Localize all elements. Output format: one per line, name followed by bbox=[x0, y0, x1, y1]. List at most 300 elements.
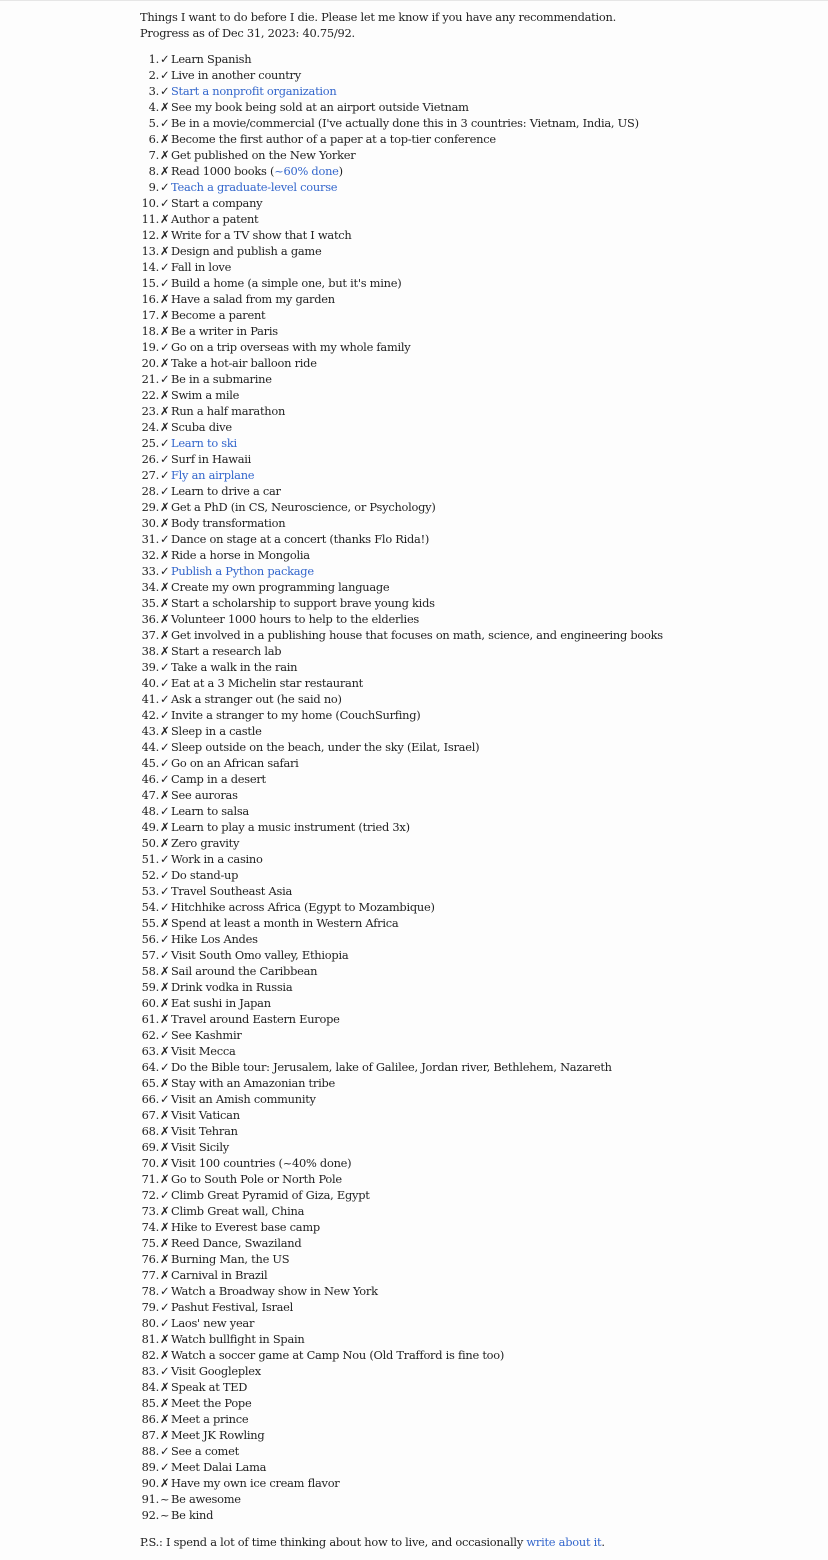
item-number: 13. bbox=[141, 244, 159, 258]
check-icon: ✓ bbox=[160, 1188, 170, 1202]
item-number: 72. bbox=[141, 1188, 159, 1202]
cross-icon: ✗ bbox=[160, 820, 170, 834]
list-item bbox=[140, 339, 820, 355]
list-item bbox=[140, 915, 820, 931]
item-number: 29. bbox=[141, 500, 159, 514]
item-number: 24. bbox=[141, 420, 159, 434]
list-item bbox=[140, 499, 820, 515]
check-icon: ✓ bbox=[160, 180, 170, 194]
list-item bbox=[140, 1491, 820, 1507]
list-item bbox=[140, 259, 820, 275]
list-item bbox=[140, 739, 820, 755]
item-number: 83. bbox=[141, 1364, 159, 1378]
cross-icon: ✗ bbox=[160, 100, 170, 114]
item-number: 57. bbox=[141, 948, 159, 962]
list-item bbox=[140, 563, 820, 579]
check-icon: ✓ bbox=[160, 740, 170, 754]
item-text: Zero gravity bbox=[171, 836, 240, 850]
check-icon: ✓ bbox=[160, 532, 170, 546]
item-text: Learn to play a music instrument (tried 3x) bbox=[171, 820, 410, 834]
cross-icon: ✗ bbox=[160, 980, 170, 994]
list-item bbox=[140, 195, 820, 211]
list-item bbox=[140, 1363, 820, 1379]
cross-icon: ✗ bbox=[160, 1172, 170, 1186]
item-number: 14. bbox=[141, 260, 159, 274]
item-text: Eat sushi in Japan bbox=[171, 996, 271, 1010]
item-number: 47. bbox=[141, 788, 159, 802]
list-item bbox=[140, 1107, 820, 1123]
item-text: Speak at TED bbox=[171, 1380, 248, 1394]
item-text: Have my own ice cream flavor bbox=[171, 1476, 340, 1490]
check-icon: ✓ bbox=[160, 276, 170, 290]
item-number: 90. bbox=[141, 1476, 159, 1490]
list-item bbox=[140, 1091, 820, 1107]
check-icon: ✓ bbox=[160, 804, 170, 818]
list-item bbox=[140, 1395, 820, 1411]
cross-icon: ✗ bbox=[160, 1332, 170, 1346]
item-number: 45. bbox=[141, 756, 159, 770]
check-icon: ✓ bbox=[160, 692, 170, 706]
item-number: 30. bbox=[141, 516, 159, 530]
item-number: 81. bbox=[141, 1332, 159, 1346]
item-number: 39. bbox=[141, 660, 159, 674]
check-icon: ✓ bbox=[160, 340, 170, 354]
list-item bbox=[140, 227, 820, 243]
item-number: 3. bbox=[148, 84, 159, 98]
list-item bbox=[140, 1011, 820, 1027]
list-item bbox=[140, 1299, 820, 1315]
item-text: Drink vodka in Russia bbox=[171, 980, 293, 994]
item-number: 49. bbox=[141, 820, 159, 834]
item-number: 43. bbox=[141, 724, 159, 738]
list-item bbox=[140, 547, 820, 563]
item-text: Visit Mecca bbox=[171, 1044, 236, 1058]
list-item bbox=[140, 1155, 820, 1171]
check-icon: ✓ bbox=[160, 452, 170, 466]
top-border bbox=[0, 0, 828, 1]
item-text: Become a parent bbox=[171, 308, 266, 322]
intro-line-1: Things I want to do before I die. Please let me know if you have any recommendation. bbox=[140, 10, 616, 24]
cross-icon: ✗ bbox=[160, 788, 170, 802]
item-number: 73. bbox=[141, 1204, 159, 1218]
list-item bbox=[140, 1075, 820, 1091]
item-text: Visit Tehran bbox=[171, 1124, 238, 1138]
check-icon: ✓ bbox=[160, 676, 170, 690]
item-number: 6. bbox=[148, 132, 159, 146]
list-item bbox=[140, 835, 820, 851]
cross-icon: ✗ bbox=[160, 1428, 170, 1442]
item-number: 19. bbox=[141, 340, 159, 354]
item-number: 75. bbox=[141, 1236, 159, 1250]
item-text: Work in a casino bbox=[171, 852, 263, 866]
item-number: 55. bbox=[141, 916, 159, 930]
cross-icon: ✗ bbox=[160, 628, 170, 642]
check-icon: ✓ bbox=[160, 1444, 170, 1458]
item-number: 70. bbox=[141, 1156, 159, 1170]
list-item bbox=[140, 419, 820, 435]
cross-icon: ✗ bbox=[160, 1140, 170, 1154]
check-icon: ✓ bbox=[160, 756, 170, 770]
item-number: 50. bbox=[141, 836, 159, 850]
item-number: 20. bbox=[141, 356, 159, 370]
cross-icon: ✗ bbox=[160, 548, 170, 562]
item-number: 11. bbox=[141, 212, 159, 226]
list-item bbox=[140, 131, 820, 147]
item-number: 33. bbox=[141, 564, 159, 578]
check-icon: ✓ bbox=[160, 84, 170, 98]
item-text: Meet a prince bbox=[171, 1412, 249, 1426]
cross-icon: ✗ bbox=[160, 324, 170, 338]
item-text: Carnival in Brazil bbox=[171, 1268, 268, 1282]
check-icon: ✓ bbox=[160, 1092, 170, 1106]
item-number: 2. bbox=[148, 68, 159, 82]
list-item bbox=[140, 723, 820, 739]
item-number: 27. bbox=[141, 468, 159, 482]
check-icon: ✓ bbox=[160, 260, 170, 274]
list-item bbox=[140, 1331, 820, 1347]
item-text: Hike to Everest base camp bbox=[171, 1220, 320, 1234]
cross-icon: ✗ bbox=[160, 836, 170, 850]
item-text: Visit South Omo valley, Ethiopia bbox=[171, 948, 349, 962]
item-text: Hitchhike across Africa (Egypt to Mozambique) bbox=[171, 900, 435, 914]
item-number: 38. bbox=[141, 644, 159, 658]
page-content bbox=[140, 9, 820, 1550]
item-text: Swim a mile bbox=[171, 388, 240, 402]
item-number: 17. bbox=[141, 308, 159, 322]
item-text: Start a company bbox=[171, 196, 263, 210]
list-item bbox=[140, 163, 820, 179]
check-icon: ✓ bbox=[160, 900, 170, 914]
item-text: Create my own programming language bbox=[171, 580, 390, 594]
cross-icon: ✗ bbox=[160, 1124, 170, 1138]
item-text: Surf in Hawaii bbox=[171, 452, 252, 466]
item-text: See Kashmir bbox=[171, 1028, 242, 1042]
cross-icon: ✗ bbox=[160, 580, 170, 594]
list-item bbox=[140, 995, 820, 1011]
check-icon: ✓ bbox=[160, 660, 170, 674]
list-item bbox=[140, 515, 820, 531]
item-number: 77. bbox=[141, 1268, 159, 1282]
list-item bbox=[140, 819, 820, 835]
list-item bbox=[140, 99, 820, 115]
list-item bbox=[140, 659, 820, 675]
item-text: Do the Bible tour: Jerusalem, lake of Galilee, Jordan river, Bethlehem, Nazareth bbox=[171, 1060, 612, 1074]
cross-icon: ✗ bbox=[160, 132, 170, 146]
cross-icon: ✗ bbox=[160, 500, 170, 514]
item-text: Laos' new year bbox=[171, 1316, 255, 1330]
list-item bbox=[140, 931, 820, 947]
item-number: 54. bbox=[141, 900, 159, 914]
check-icon: ✓ bbox=[160, 948, 170, 962]
cross-icon: ✗ bbox=[160, 1412, 170, 1426]
list-item bbox=[140, 115, 820, 131]
list-item bbox=[140, 643, 820, 659]
cross-icon: ✗ bbox=[160, 1268, 170, 1282]
item-number: 91. bbox=[141, 1492, 159, 1506]
list-item bbox=[140, 1427, 820, 1443]
item-text: Have a salad from my garden bbox=[171, 292, 335, 306]
item-text: Go on an African safari bbox=[171, 756, 299, 770]
item-number: 26. bbox=[141, 452, 159, 466]
item-text: Meet JK Rowling bbox=[171, 1428, 265, 1442]
list-item bbox=[140, 963, 820, 979]
item-number: 62. bbox=[141, 1028, 159, 1042]
item-number: 74. bbox=[141, 1220, 159, 1234]
list-item bbox=[140, 595, 820, 611]
cross-icon: ✗ bbox=[160, 1348, 170, 1362]
item-number: 84. bbox=[141, 1380, 159, 1394]
list-item bbox=[140, 451, 820, 467]
item-text: Get involved in a publishing house that focuses on math, science, and engineering books bbox=[171, 628, 663, 642]
list-item bbox=[140, 291, 820, 307]
item-number: 9. bbox=[148, 180, 159, 194]
item-number: 10. bbox=[141, 196, 159, 210]
list-item bbox=[140, 755, 820, 771]
list-item bbox=[140, 1475, 820, 1491]
cross-icon: ✗ bbox=[160, 388, 170, 402]
item-number: 7. bbox=[148, 148, 159, 162]
list-item bbox=[140, 211, 820, 227]
list-item bbox=[140, 1443, 820, 1459]
item-text: Visit an Amish community bbox=[171, 1092, 316, 1106]
item-number: 8. bbox=[148, 164, 159, 178]
check-icon: ✓ bbox=[160, 852, 170, 866]
check-icon: ✓ bbox=[160, 468, 170, 482]
item-text: Burning Man, the US bbox=[171, 1252, 290, 1266]
item-text: Learn to drive a car bbox=[171, 484, 281, 498]
item-number: 46. bbox=[141, 772, 159, 786]
item-text: Meet the Pope bbox=[171, 1396, 252, 1410]
item-number: 16. bbox=[141, 292, 159, 306]
list-item bbox=[140, 1187, 820, 1203]
item-text: Dance on stage at a concert (thanks Flo Rida!) bbox=[171, 532, 430, 546]
list-item bbox=[140, 627, 820, 643]
item-text: See my book being sold at an airport outside Vietnam bbox=[171, 100, 469, 114]
list-item bbox=[140, 483, 820, 499]
item-number: 92. bbox=[141, 1508, 159, 1522]
check-icon: ✓ bbox=[160, 564, 170, 578]
item-text: Sleep outside on the beach, under the sky (Eilat, Israel) bbox=[171, 740, 480, 754]
item-text: Be a writer in Paris bbox=[171, 324, 278, 338]
list-item bbox=[140, 51, 820, 67]
list-item bbox=[140, 1219, 820, 1235]
item-text: See a comet bbox=[171, 1444, 239, 1458]
item-text: Travel around Eastern Europe bbox=[171, 1012, 340, 1026]
check-icon: ✓ bbox=[160, 196, 170, 210]
item-link[interactable]: Fly an airplane bbox=[171, 468, 255, 482]
list-item bbox=[140, 579, 820, 595]
item-text: Visit Googleplex bbox=[171, 1364, 261, 1378]
item-number: 22. bbox=[141, 388, 159, 402]
item-number: 82. bbox=[141, 1348, 159, 1362]
item-number: 4. bbox=[148, 100, 159, 114]
item-text: Watch bullfight in Spain bbox=[171, 1332, 305, 1346]
item-number: 51. bbox=[141, 852, 159, 866]
item-text: Visit Vatican bbox=[171, 1108, 240, 1122]
progress-line: Progress as of Dec 31, 2023: 40.75/92. bbox=[140, 26, 355, 40]
item-text-end: ) bbox=[338, 164, 343, 178]
cross-icon: ✗ bbox=[160, 420, 170, 434]
cross-icon: ✗ bbox=[160, 516, 170, 530]
list-item bbox=[140, 67, 820, 83]
item-text: Be awesome bbox=[171, 1492, 241, 1506]
tilde-icon: ~ bbox=[160, 1492, 170, 1506]
item-text: Body transformation bbox=[171, 516, 286, 530]
item-number: 76. bbox=[141, 1252, 159, 1266]
item-number: 42. bbox=[141, 708, 159, 722]
check-icon: ✓ bbox=[160, 1284, 170, 1298]
list-item bbox=[140, 1267, 820, 1283]
item-number: 37. bbox=[141, 628, 159, 642]
item-text: See auroras bbox=[171, 788, 238, 802]
item-number: 67. bbox=[141, 1108, 159, 1122]
item-text: Learn Spanish bbox=[171, 52, 252, 66]
check-icon: ✓ bbox=[160, 708, 170, 722]
cross-icon: ✗ bbox=[160, 308, 170, 322]
item-text: Author a patent bbox=[171, 212, 259, 226]
item-text: Get published on the New Yorker bbox=[171, 148, 356, 162]
item-text: Eat at a 3 Michelin star restaurant bbox=[171, 676, 363, 690]
cross-icon: ✗ bbox=[160, 1204, 170, 1218]
list-item bbox=[140, 675, 820, 691]
check-icon: ✓ bbox=[160, 68, 170, 82]
cross-icon: ✗ bbox=[160, 1156, 170, 1170]
list-item bbox=[140, 1315, 820, 1331]
item-number: 89. bbox=[141, 1460, 159, 1474]
list-item bbox=[140, 1235, 820, 1251]
item-number: 78. bbox=[141, 1284, 159, 1298]
list-item bbox=[140, 403, 820, 419]
list-item bbox=[140, 275, 820, 291]
list-item bbox=[140, 371, 820, 387]
item-number: 60. bbox=[141, 996, 159, 1010]
cross-icon: ✗ bbox=[160, 1108, 170, 1122]
item-number: 34. bbox=[141, 580, 159, 594]
item-number: 65. bbox=[141, 1076, 159, 1090]
check-icon: ✓ bbox=[160, 772, 170, 786]
item-text: Ride a horse in Mongolia bbox=[171, 548, 310, 562]
item-text: Take a walk in the rain bbox=[171, 660, 298, 674]
item-number: 68. bbox=[141, 1124, 159, 1138]
list-item bbox=[140, 1139, 820, 1155]
item-text: Hike Los Andes bbox=[171, 932, 258, 946]
cross-icon: ✗ bbox=[160, 724, 170, 738]
cross-icon: ✗ bbox=[160, 356, 170, 370]
item-text: Take a hot-air balloon ride bbox=[171, 356, 317, 370]
cross-icon: ✗ bbox=[160, 1012, 170, 1026]
check-icon: ✓ bbox=[160, 436, 170, 450]
item-number: 58. bbox=[141, 964, 159, 978]
item-text: Reed Dance, Swaziland bbox=[171, 1236, 302, 1250]
item-text: Climb Great wall, China bbox=[171, 1204, 305, 1218]
item-text: Go to South Pole or North Pole bbox=[171, 1172, 342, 1186]
item-text: Design and publish a game bbox=[171, 244, 322, 258]
list-item bbox=[140, 803, 820, 819]
cross-icon: ✗ bbox=[160, 1044, 170, 1058]
item-link[interactable]: Learn to ski bbox=[171, 436, 237, 450]
cross-icon: ✗ bbox=[160, 1236, 170, 1250]
item-number: 1. bbox=[148, 52, 159, 66]
list-item bbox=[140, 531, 820, 547]
item-text: Be in a movie/commercial (I've actually done this in 3 countries: Vietnam, India, US) bbox=[171, 116, 639, 130]
bucket-list bbox=[140, 51, 820, 1523]
item-text: Visit 100 countries (~40% done) bbox=[171, 1156, 352, 1170]
item-text: Ask a stranger out (he said no) bbox=[171, 692, 342, 706]
check-icon: ✓ bbox=[160, 1028, 170, 1042]
cross-icon: ✗ bbox=[160, 292, 170, 306]
item-number: 88. bbox=[141, 1444, 159, 1458]
item-text: Be in a submarine bbox=[171, 372, 272, 386]
check-icon: ✓ bbox=[160, 932, 170, 946]
item-number: 63. bbox=[141, 1044, 159, 1058]
item-text: Invite a stranger to my home (CouchSurfing) bbox=[171, 708, 421, 722]
list-item bbox=[140, 867, 820, 883]
item-number: 18. bbox=[141, 324, 159, 338]
item-text: Become the first author of a paper at a top-tier conference bbox=[171, 132, 496, 146]
check-icon: ✓ bbox=[160, 884, 170, 898]
item-link[interactable]: Teach a graduate-level course bbox=[171, 180, 338, 194]
list-item bbox=[140, 947, 820, 963]
item-link[interactable]: Publish a Python package bbox=[171, 564, 314, 578]
check-icon: ✓ bbox=[160, 52, 170, 66]
list-item bbox=[140, 179, 820, 195]
postscript bbox=[140, 1534, 820, 1550]
cross-icon: ✗ bbox=[160, 164, 170, 178]
list-item bbox=[140, 851, 820, 867]
write-about-it-link[interactable]: write about it bbox=[526, 1535, 602, 1549]
item-number: 12. bbox=[141, 228, 159, 242]
item-text: Start a research lab bbox=[171, 644, 282, 658]
item-number: 64. bbox=[141, 1060, 159, 1074]
item-number: 44. bbox=[141, 740, 159, 754]
cross-icon: ✗ bbox=[160, 596, 170, 610]
list-item bbox=[140, 387, 820, 403]
item-text: Watch a soccer game at Camp Nou (Old Trafford is fine too) bbox=[171, 1348, 505, 1362]
list-item bbox=[140, 979, 820, 995]
list-item bbox=[140, 899, 820, 915]
cross-icon: ✗ bbox=[160, 1396, 170, 1410]
item-number: 71. bbox=[141, 1172, 159, 1186]
item-text: Camp in a desert bbox=[171, 772, 266, 786]
list-item bbox=[140, 435, 820, 451]
item-number: 31. bbox=[141, 532, 159, 546]
item-text: Get a PhD (in CS, Neuroscience, or Psychology) bbox=[171, 500, 436, 514]
item-text: Sail around the Caribbean bbox=[171, 964, 318, 978]
item-text: Fall in love bbox=[171, 260, 232, 274]
item-number: 85. bbox=[141, 1396, 159, 1410]
item-number: 41. bbox=[141, 692, 159, 706]
item-link[interactable]: Start a nonprofit organization bbox=[171, 84, 337, 98]
check-icon: ✓ bbox=[160, 372, 170, 386]
list-item bbox=[140, 1507, 820, 1523]
item-text: Start a scholarship to support brave young kids bbox=[171, 596, 435, 610]
item-number: 79. bbox=[141, 1300, 159, 1314]
item-text: Write for a TV show that I watch bbox=[171, 228, 352, 242]
item-number: 15. bbox=[141, 276, 159, 290]
item-number: 53. bbox=[141, 884, 159, 898]
item-number: 87. bbox=[141, 1428, 159, 1442]
list-item bbox=[140, 1203, 820, 1219]
list-item bbox=[140, 1251, 820, 1267]
item-text: Sleep in a castle bbox=[171, 724, 262, 738]
item-number: 48. bbox=[141, 804, 159, 818]
item-link[interactable]: ~60% done bbox=[274, 164, 339, 178]
list-item bbox=[140, 707, 820, 723]
item-text: Stay with an Amazonian tribe bbox=[171, 1076, 336, 1090]
item-text: Read 1000 books ( bbox=[171, 164, 275, 178]
item-number: 59. bbox=[141, 980, 159, 994]
item-number: 56. bbox=[141, 932, 159, 946]
